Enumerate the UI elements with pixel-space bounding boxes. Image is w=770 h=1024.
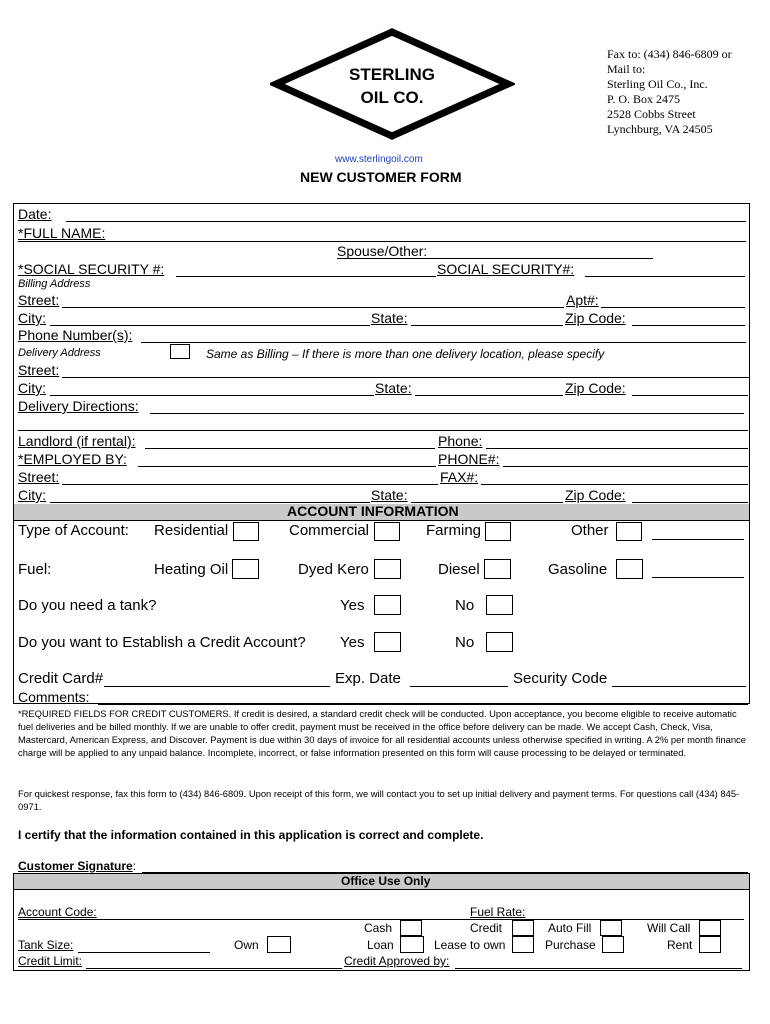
residential-label: Residential <box>154 522 229 539</box>
delivery-street-line[interactable] <box>62 377 750 378</box>
tank-question: Do you need a tank? <box>18 597 157 614</box>
employed-by-label: *EMPLOYED BY: <box>18 451 127 467</box>
security-code-label: Security Code <box>513 670 608 687</box>
own-label: Own <box>234 938 259 952</box>
contact-city: Lynchburg, VA 24505 <box>607 122 713 136</box>
tank-no-checkbox[interactable] <box>486 595 513 615</box>
heating-oil-label: Heating Oil <box>154 561 229 578</box>
office-use-header-underline <box>14 889 749 890</box>
billing-street-label: Street: <box>18 292 60 308</box>
ssn1-line[interactable] <box>176 276 436 277</box>
other-label: Other <box>571 522 609 539</box>
credit-limit-label: Credit Limit: <box>18 954 83 968</box>
delivery-city-label: City: <box>18 380 46 396</box>
commercial-label: Commercial <box>289 522 370 539</box>
lease-to-own-label: Lease to own <box>434 938 506 952</box>
full-name-line[interactable] <box>18 241 746 242</box>
employer-fax-label: FAX#: <box>440 469 479 485</box>
other-checkbox[interactable] <box>616 522 642 541</box>
will-call-label: Will Call <box>647 921 691 935</box>
customer-signature-label <box>18 859 136 873</box>
contact-street: 2528 Cobbs Street <box>607 107 696 121</box>
billing-state-label: State: <box>371 310 408 326</box>
credit-limit-line[interactable] <box>86 968 342 969</box>
farming-label: Farming <box>426 522 482 539</box>
phone-numbers-label: Phone Number(s): <box>18 327 133 343</box>
billing-street-line[interactable] <box>62 307 564 308</box>
contact-company: Sterling Oil Co., Inc. <box>607 77 708 91</box>
tank-yes-label: Yes <box>340 597 365 614</box>
phone-numbers-line[interactable] <box>141 342 746 343</box>
cash-label: Cash <box>364 921 393 935</box>
tank-yes-checkbox[interactable] <box>374 595 401 615</box>
credit-label: Credit <box>470 921 503 935</box>
same-as-billing-checkbox[interactable] <box>170 344 190 359</box>
delivery-directions-label: Delivery Directions: <box>18 398 139 414</box>
billing-city-line[interactable] <box>50 325 370 326</box>
will-call-checkbox[interactable] <box>699 920 721 936</box>
contact-mail: Mail to: <box>607 62 646 76</box>
auto-fill-checkbox[interactable] <box>600 920 622 936</box>
loan-checkbox[interactable] <box>400 936 424 953</box>
contact-fax: Fax to: (434) 846-6809 or <box>607 47 732 61</box>
other-specify-line[interactable] <box>652 539 744 540</box>
spouse-label: Spouse/Other: <box>337 243 428 259</box>
residential-checkbox[interactable] <box>233 522 259 541</box>
delivery-address-heading: Delivery Address <box>18 347 101 359</box>
credit-approved-line[interactable] <box>455 968 742 969</box>
lease-to-own-checkbox[interactable] <box>512 936 534 953</box>
exp-date-line[interactable] <box>410 686 508 687</box>
tank-no-label: No <box>455 597 475 614</box>
billing-city-label: City: <box>18 310 46 326</box>
full-name-label: *FULL NAME: <box>18 225 106 241</box>
purchase-label: Purchase <box>545 938 596 952</box>
customer-signature-colon: : <box>132 859 137 873</box>
customer-signature-text: Customer Signature <box>18 859 133 873</box>
ssn1-label: *SOCIAL SECURITY #: <box>18 261 165 277</box>
dyed-kero-label: Dyed Kero <box>298 561 369 578</box>
dyed-kero-checkbox[interactable] <box>374 559 401 579</box>
employer-state-label: State: <box>371 487 408 503</box>
credit-card-line[interactable] <box>104 686 330 687</box>
tank-size-label: Tank Size: <box>18 938 74 952</box>
form-title: NEW CUSTOMER FORM <box>300 169 462 185</box>
account-code-line[interactable] <box>18 919 744 920</box>
purchase-checkbox[interactable] <box>602 936 624 953</box>
employer-zip-line[interactable] <box>632 502 748 503</box>
credit-no-checkbox[interactable] <box>486 632 513 652</box>
quick-response-paragraph: For quickest response, fax this form to (434) 846-6809. Upon receipt of this form, we will contact you to set up initial delivery and payment terms. For questions call (434) 845-0971. <box>18 788 740 812</box>
credit-yes-label: Yes <box>340 634 365 651</box>
landlord-phone-line[interactable] <box>486 448 748 449</box>
landlord-line[interactable] <box>145 448 435 449</box>
credit-no-label: No <box>455 634 475 651</box>
security-code-line[interactable] <box>612 686 746 687</box>
rent-checkbox[interactable] <box>699 936 721 953</box>
heating-oil-checkbox[interactable] <box>232 559 259 579</box>
billing-state-line[interactable] <box>411 325 563 326</box>
office-use-header: Office Use Only <box>341 874 431 888</box>
spouse-line[interactable] <box>337 258 653 259</box>
delivery-zip-label: Zip Code: <box>565 380 626 396</box>
delivery-zip-line[interactable] <box>632 395 748 396</box>
gasoline-label: Gasoline <box>548 561 608 578</box>
ssn2-label: SOCIAL SECURITY#: <box>437 261 575 277</box>
date-label: Date: <box>18 206 52 222</box>
terms-paragraph: *REQUIRED FIELDS FOR CREDIT CUSTOMERS. If credit is desired, a standard credit check will be conducted. Upon acceptance, you become eligible to receive automatic fuel deliveries and be billed monthly. If we are unable to offer credit, payment must be received in the office before delivery can be made. We accept Cash, Check, Visa, Mastercard, American Express, and Discover. Payment is due within 30 days of invoice for all residential accounts unless otherwise specified in writing. A 2% per month finance charge will be applied to any unpaid balance. Incomplete, incorrect, or false information presented on this form will cause processing to be delayed or terminated. <box>18 708 746 758</box>
diesel-label: Diesel <box>438 561 480 578</box>
website-link[interactable]: www.sterlingoil.com <box>335 154 423 165</box>
billing-address-heading: Billing Address <box>18 278 91 290</box>
credit-card-label: Credit Card# <box>18 670 104 687</box>
tank-size-line[interactable] <box>78 952 210 953</box>
delivery-directions-line2[interactable] <box>18 430 748 431</box>
date-line[interactable] <box>66 221 746 222</box>
employer-phone-line[interactable] <box>503 466 748 467</box>
delivery-city-line[interactable] <box>50 395 374 396</box>
account-type-label: Type of Account: <box>18 522 129 539</box>
diesel-checkbox[interactable] <box>484 559 511 579</box>
employer-street-label: Street: <box>18 469 60 485</box>
commercial-checkbox[interactable] <box>374 522 400 541</box>
credit-approved-label: Credit Approved by: <box>344 954 450 968</box>
account-code-label: Account Code: <box>18 905 97 919</box>
employer-phone-label: PHONE#: <box>438 451 500 467</box>
logo-text-line1: STERLING <box>349 65 435 84</box>
fuel-label: Fuel: <box>18 561 52 578</box>
credit-checkbox[interactable] <box>512 920 534 936</box>
contact-pobox: P. O. Box 2475 <box>607 92 681 106</box>
auto-fill-label: Auto Fill <box>548 921 592 935</box>
landlord-label: Landlord (if rental): <box>18 433 136 449</box>
billing-zip-label: Zip Code: <box>565 310 626 326</box>
delivery-street-label: Street: <box>18 362 60 378</box>
billing-apt-label: Apt#: <box>566 292 599 308</box>
farming-checkbox[interactable] <box>485 522 511 541</box>
credit-question: Do you want to Establish a Credit Account? <box>18 634 306 651</box>
employer-zip-label: Zip Code: <box>565 487 626 503</box>
account-info-header: ACCOUNT INFORMATION <box>287 503 459 519</box>
employer-city-label: City: <box>18 487 46 503</box>
own-checkbox[interactable] <box>267 936 291 953</box>
account-info-header-underline <box>14 520 749 521</box>
credit-yes-checkbox[interactable] <box>374 632 401 652</box>
comments-label: Comments: <box>18 689 90 705</box>
delivery-state-line[interactable] <box>415 395 563 396</box>
billing-zip-line[interactable] <box>632 325 745 326</box>
certification-statement: I certify that the information contained in this application is correct and complete. <box>18 828 484 842</box>
delivery-state-label: State: <box>375 380 412 396</box>
landlord-phone-label: Phone: <box>438 433 483 449</box>
billing-apt-line[interactable] <box>601 307 745 308</box>
loan-label: Loan <box>367 938 394 952</box>
gasoline-checkbox[interactable] <box>616 559 643 579</box>
employer-fax-line[interactable] <box>481 484 748 485</box>
rent-label: Rent <box>667 938 693 952</box>
fuel-rate-label: Fuel Rate: <box>470 905 526 919</box>
same-as-billing-label: Same as Billing – If there is more than one delivery location, please specify <box>206 347 605 361</box>
logo-text-line2: OIL CO. <box>360 88 424 107</box>
fuel-other-line[interactable] <box>652 577 744 578</box>
cash-checkbox[interactable] <box>400 920 422 936</box>
exp-date-label: Exp. Date <box>335 670 401 687</box>
employed-by-line[interactable] <box>138 466 436 467</box>
comments-line[interactable] <box>98 704 748 705</box>
employer-street-line[interactable] <box>62 484 438 485</box>
ssn2-line[interactable] <box>585 276 745 277</box>
delivery-directions-line[interactable] <box>150 413 744 414</box>
